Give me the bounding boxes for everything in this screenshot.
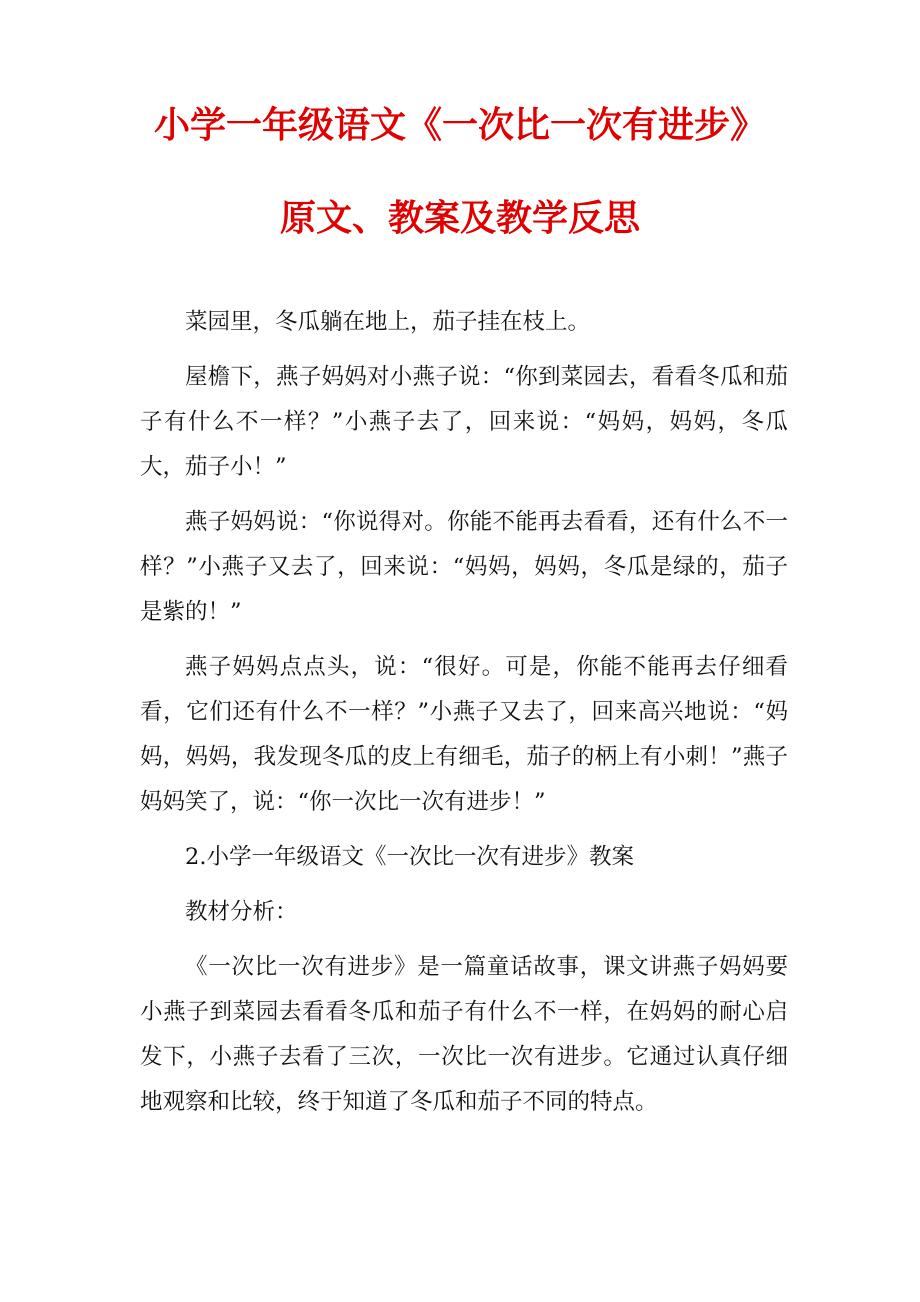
paragraph-4: 燕子妈妈点点头，说：“很好。可是，你能不能再去仔细看看，它们还有什么不一样？”小燕子又去了，回来高兴地说：“妈妈，妈妈，我发现冬瓜的皮上有细毛，茄子的柄上有小刺！”燕子妈妈笑了，说：“你一次比一次有进步！”	[140, 654, 788, 815]
document-body	[140, 300, 788, 1135]
document-title-line-1: 小学一年级语文《一次比一次有进步》	[153, 105, 766, 146]
document-title-line-2: 原文、教案及教学反思	[279, 198, 640, 239]
subsection-heading: 教材分析：	[185, 899, 298, 925]
paragraph-analysis: 《一次比一次有进步》是一篇童话故事，课文讲燕子妈妈要小燕子到菜园去看看冬瓜和茄子有什么不一样，在妈妈的耐心启发下，小燕子去看了三次，一次比一次有进步。它通过认真仔细地观察和比较，终于知道了冬瓜和茄子不同的特点。	[140, 954, 788, 1115]
paragraph-1: 菜园里，冬瓜躺在地上，茄子挂在枝上。	[185, 309, 591, 335]
section-heading: 2.小学一年级语文《一次比一次有进步》教案	[185, 844, 634, 870]
paragraph-3: 燕子妈妈说：“你说得对。你能不能再去看看，还有什么不一样？”小燕子又去了，回来说：“妈妈，妈妈，冬瓜是绿的，茄子是紫的！”	[140, 509, 788, 625]
paragraph-2: 屋檐下，燕子妈妈对小燕子说：“你到菜园去，看看冬瓜和茄子有什么不一样？”小燕子去了，回来说：“妈妈，妈妈，冬瓜大，茄子小！”	[140, 364, 788, 480]
